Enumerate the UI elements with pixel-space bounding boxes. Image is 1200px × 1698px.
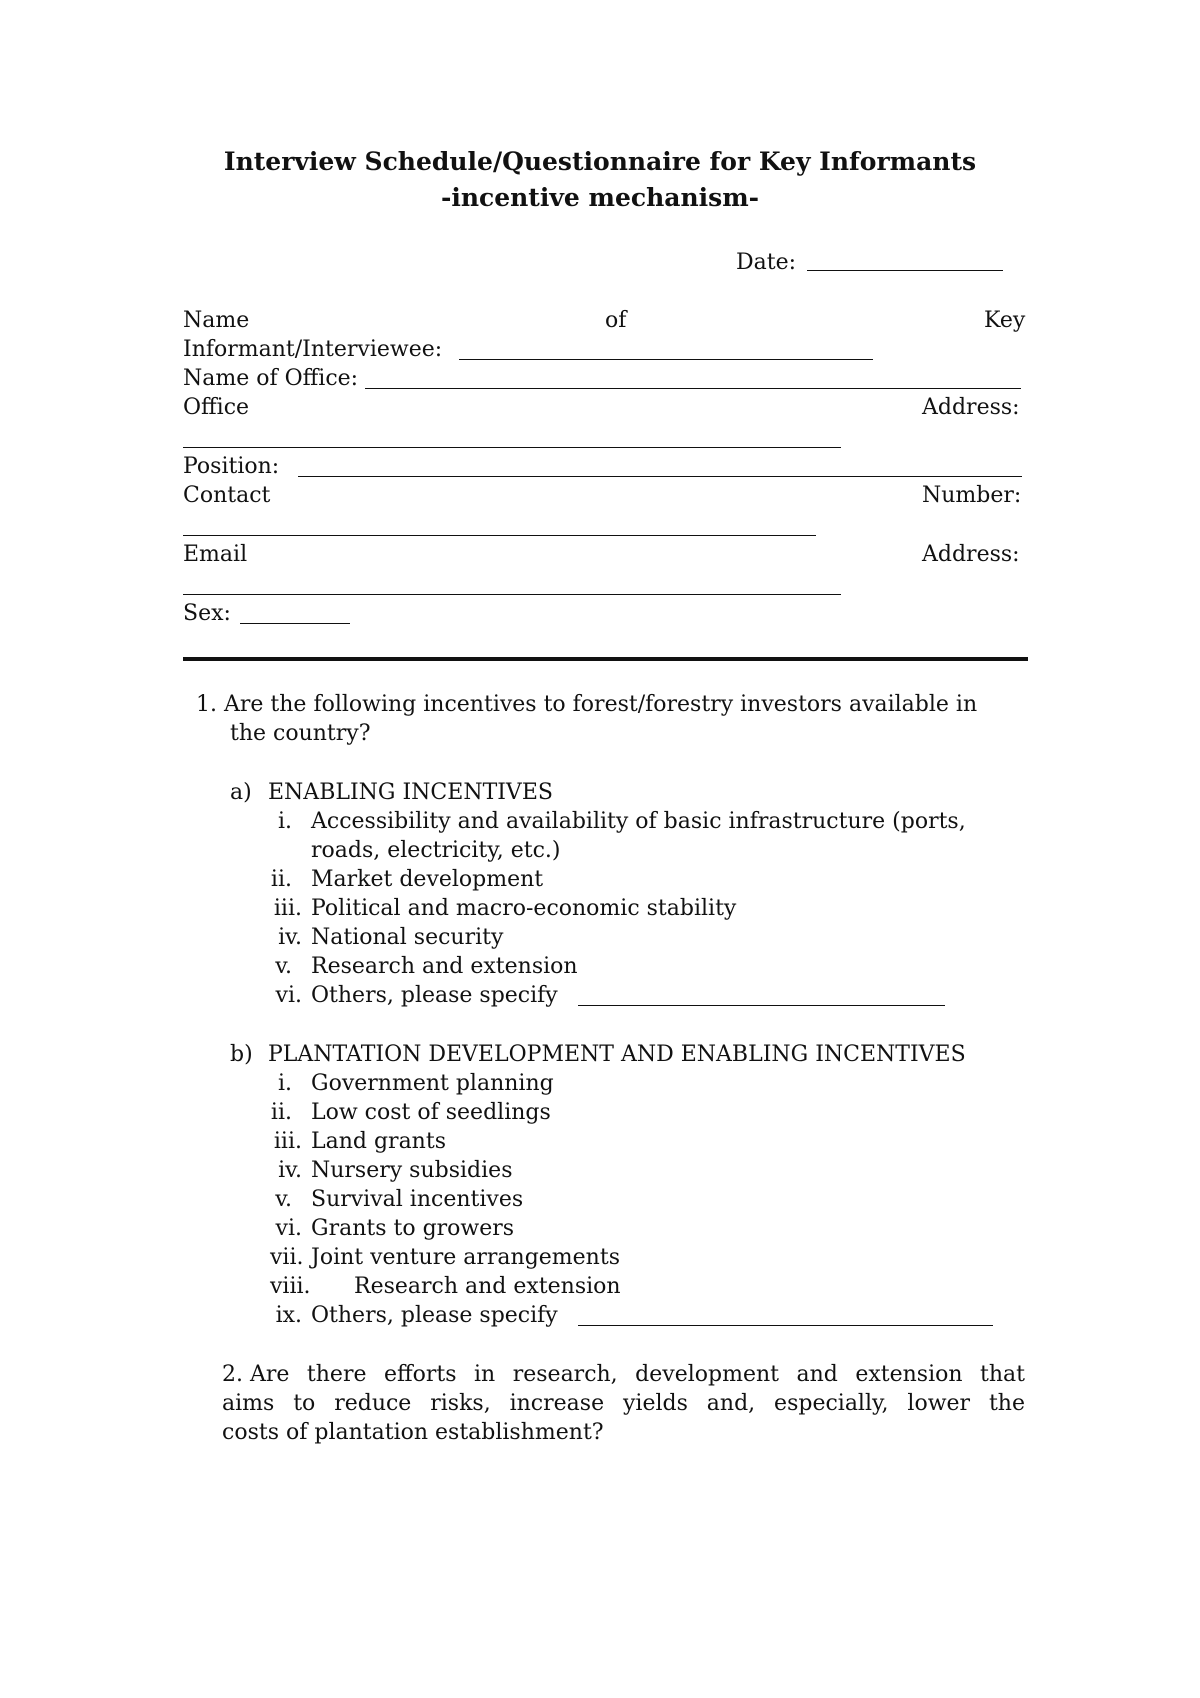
question-2-text-line-1: Are there efforts in research, development and extension that xyxy=(250,1362,1025,1387)
section-b-item-text: Government planning xyxy=(311,1071,554,1096)
section-b-item-num: iii. xyxy=(273,1129,302,1154)
section-b-item-num: vi. xyxy=(275,1216,302,1241)
section-a-item-num: vi. xyxy=(275,983,302,1008)
informant-label: Informant/Interviewee: xyxy=(183,337,443,362)
office-address-label-word-1: Office xyxy=(183,395,250,420)
date-label: Date: xyxy=(736,250,797,275)
name-label-word-2: of xyxy=(605,308,627,333)
section-b-item-num: v. xyxy=(275,1187,292,1212)
section-a-item-num: i. xyxy=(277,809,292,834)
section-b-item-num: iv. xyxy=(278,1158,302,1183)
name-label-word-3: Key xyxy=(984,308,1026,333)
section-a-item-text: Political and macro-economic stability xyxy=(311,896,737,921)
contact-number-label-word-1: Contact xyxy=(183,483,271,508)
section-b-item-num: i. xyxy=(277,1071,292,1096)
name-label-word-1: Name xyxy=(183,308,250,333)
email-address-label-word-2: Address: xyxy=(922,542,1020,567)
position-label: Position: xyxy=(183,454,280,479)
section-a-item-text: Others, please specify xyxy=(311,983,558,1008)
question-2-text-line-3: costs of plantation establishment? xyxy=(222,1420,604,1445)
section-a-others-field[interactable] xyxy=(578,1005,945,1006)
date-field[interactable] xyxy=(807,270,1003,271)
question-1-number: 1. xyxy=(196,692,217,717)
document-title: Interview Schedule/Questionnaire for Key Informants xyxy=(223,147,977,176)
section-a-item-text: Accessibility and availability of basic infrastructure (ports, xyxy=(311,809,966,834)
section-b-letter: b) xyxy=(230,1042,253,1067)
section-b-item-num: ix. xyxy=(275,1303,302,1328)
document-subtitle: -incentive mechanism- xyxy=(440,183,760,212)
section-b-heading: PLANTATION DEVELOPMENT AND ENABLING INCENTIVES xyxy=(268,1042,966,1067)
email-address-field[interactable] xyxy=(183,594,841,595)
informant-name-field[interactable] xyxy=(459,359,873,360)
contact-number-label-word-2: Number: xyxy=(922,483,1022,508)
section-b-item-text: Nursery subsidies xyxy=(311,1158,513,1183)
section-a-heading: ENABLING INCENTIVES xyxy=(268,780,553,805)
section-b-item-text: Grants to growers xyxy=(311,1216,515,1241)
question-2-number: 2. xyxy=(222,1362,243,1387)
section-a-item-text: Market development xyxy=(311,867,544,892)
section-a-item-text: Research and extension xyxy=(311,954,578,979)
office-name-label: Name of Office: xyxy=(183,366,359,391)
section-b-others-field[interactable] xyxy=(578,1325,993,1326)
section-b-item-text: Survival incentives xyxy=(311,1187,524,1212)
section-a-item-num: v. xyxy=(275,954,292,979)
section-b-item-text: Research and extension xyxy=(354,1274,621,1299)
question-2-text-line-2: aims to reduce risks, increase yields and, especially, lower the xyxy=(222,1391,1025,1416)
section-b-item-num: viii. xyxy=(270,1274,311,1299)
position-field[interactable] xyxy=(298,476,1022,477)
contact-number-field[interactable] xyxy=(183,535,816,536)
section-divider xyxy=(183,657,1028,661)
section-b-item-text: Joint venture arrangements xyxy=(311,1245,620,1270)
sex-label: Sex: xyxy=(183,601,231,626)
section-a-item-num: iv. xyxy=(278,925,302,950)
section-b-item-num: ii. xyxy=(270,1100,292,1125)
office-address-label-word-2: Address: xyxy=(922,395,1020,420)
section-b-item-text: Others, please specify xyxy=(311,1303,558,1328)
office-address-field[interactable] xyxy=(183,447,841,448)
section-b-item-text: Land grants xyxy=(311,1129,446,1154)
section-a-letter: a) xyxy=(230,780,252,805)
section-a-item-num: ii. xyxy=(270,867,292,892)
question-1-text-line-2: the country? xyxy=(230,721,371,746)
section-a-item-num: iii. xyxy=(273,896,302,921)
section-a-item-text: National security xyxy=(311,925,504,950)
office-name-field[interactable] xyxy=(365,388,1021,389)
section-b-item-num: vii. xyxy=(270,1245,304,1270)
section-b-item-text: Low cost of seedlings xyxy=(311,1100,551,1125)
section-a-item-text: roads, electricity, etc.) xyxy=(311,838,561,863)
question-1-text-line-1: Are the following incentives to forest/forestry investors available in xyxy=(224,692,978,717)
email-address-label-word-1: Email xyxy=(183,542,248,567)
sex-field[interactable] xyxy=(240,623,350,624)
